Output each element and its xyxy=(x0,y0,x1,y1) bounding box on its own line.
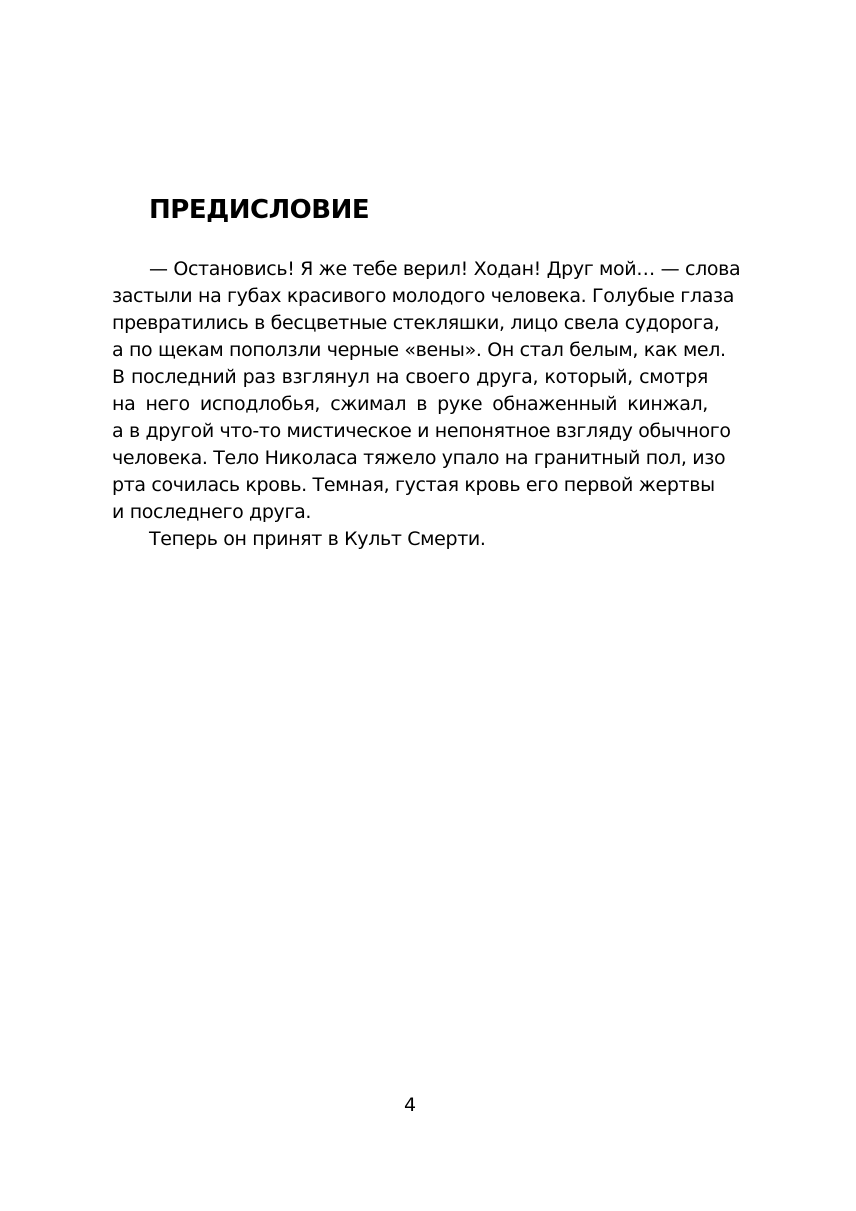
body-text xyxy=(112,256,741,553)
text-line: рта сочилась кровь. Темная, густая кровь его первой жертвы xyxy=(112,474,715,496)
text-line: на него исподлобья, сжимал в руке обнаженный кинжал, xyxy=(112,393,708,415)
paragraph xyxy=(112,526,708,553)
paragraph xyxy=(112,256,741,526)
chapter-title: ПРЕДИСЛОВИЕ xyxy=(149,195,370,225)
text-line: В последний раз взглянул на своего друга, который, смотря xyxy=(112,366,708,388)
text-line: превратились в бесцветные стекляшки, лицо свела судорога, xyxy=(112,312,720,334)
text-line: человека. Тело Николаса тяжело упало на гранитный пол, изо xyxy=(112,447,726,469)
text-line: застыли на губах красивого молодого человека. Голубые глаза xyxy=(112,285,735,307)
page-number: 4 xyxy=(403,1094,417,1116)
text-line: — Остановись! Я же тебе верил! Ходан! Друг мой… — слова xyxy=(149,258,741,280)
text-line: и последнего друга. xyxy=(112,501,312,523)
text-line: Теперь он принят в Культ Смерти. xyxy=(149,528,486,550)
text-line: а в другой что-то мистическое и непонятное взгляду обычного xyxy=(112,420,731,442)
text-line: а по щекам поползли черные «вены». Он стал белым, как мел. xyxy=(112,339,726,361)
